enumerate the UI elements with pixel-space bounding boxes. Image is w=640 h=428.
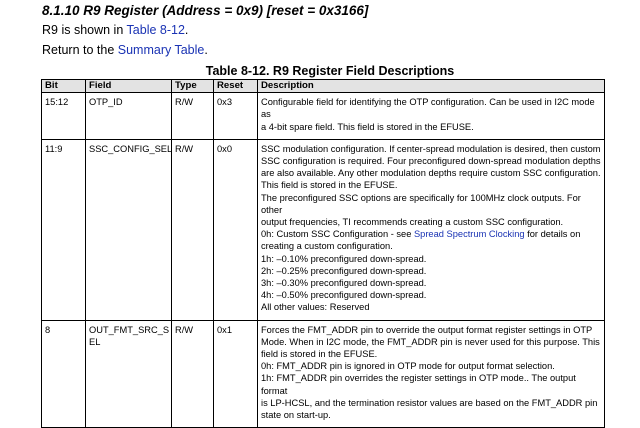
description-line: 1h: FMT_ADDR pin overrides the register settings in OTP mode.. The output format	[261, 373, 576, 396]
reset-cell: 0x0	[214, 139, 258, 320]
bit-cell: 8	[42, 320, 86, 428]
field-cell	[86, 320, 172, 428]
return-suffix: .	[204, 43, 208, 57]
type-cell: R/W	[172, 93, 214, 140]
description-line: creating a custom configuration.	[261, 241, 393, 252]
description-line: 3h: –0.30% preconfigured down-spread.	[261, 278, 427, 289]
description-line: output frequencies, TI recommends creating a custom SSC configuration.	[261, 217, 564, 228]
description-cell	[258, 93, 605, 140]
header-type: Type	[172, 80, 214, 93]
table-row	[42, 320, 605, 428]
return-line	[42, 43, 208, 57]
description-line: is LP-HCSL, and the termination resistor values are based on the FMT_ADDR pin	[261, 397, 598, 408]
spread-spectrum-clocking-link[interactable]: Spread Spectrum Clocking	[413, 229, 525, 240]
field-line: EL	[89, 336, 101, 347]
description-line: a 4-bit spare field. This field is stored in the EFUSE.	[261, 121, 474, 132]
description-line: 1h: –0.10% preconfigured down-spread.	[261, 253, 427, 264]
header-bit: Bit	[42, 80, 86, 93]
type-cell: R/W	[172, 139, 214, 320]
return-prefix: Return to the	[42, 43, 118, 57]
option-0-prefix: 0h: Custom SSC Configuration - see	[261, 229, 414, 240]
description-line: Mode. When in I2C mode, the FMT_ADDR pin is never used for this purpose. This	[261, 336, 600, 347]
description-line: The preconfigured SSC options are specifically for 100MHz clock outputs. For other	[261, 192, 581, 215]
summary-table-link[interactable]: Summary Table	[117, 43, 205, 57]
intro-suffix: .	[184, 23, 189, 37]
bit-cell: 11:9	[42, 139, 86, 320]
description-line: SSC modulation configuration. If center-spread modulation is desired, then custom	[261, 143, 601, 154]
field-line: OUT_FMT_SRC_S	[89, 324, 170, 335]
reset-cell: 0x1	[214, 320, 258, 428]
header-reset: Reset	[214, 80, 258, 93]
table-caption: Table 8-12. R9 Register Field Descriptions	[205, 64, 455, 78]
register-field-table	[41, 79, 605, 428]
table-row	[42, 139, 605, 320]
reset-cell: 0x3	[214, 93, 258, 140]
description-line: 4h: –0.50% preconfigured down-spread.	[261, 290, 427, 301]
description-line: are also available. Any other modulation depths require custom SSC configuration.	[261, 168, 601, 179]
description-line: All other values: Reserved	[261, 302, 370, 313]
description-line: 0h: FMT_ADDR pin is ignored in OTP mode for output format selection.	[261, 361, 555, 372]
header-description: Description	[258, 80, 605, 93]
description-line: This field is stored in the EFUSE.	[261, 180, 398, 191]
option-0-line	[261, 228, 601, 240]
header-field: Field	[86, 80, 172, 93]
description-line: Configurable field for identifying the OTP configuration. Can be used in I2C mode as	[261, 97, 595, 120]
field-cell: SSC_CONFIG_SEL	[86, 139, 172, 320]
field-cell: OTP_ID	[86, 93, 172, 140]
intro-line	[42, 23, 188, 37]
description-line: SSC configuration is required. Four preconfigured down-spread modulation depths	[261, 156, 601, 167]
bit-cell: 15:12	[42, 93, 86, 140]
description-line: field is stored in the EFUSE.	[261, 349, 378, 360]
intro-prefix: R9 is shown in	[42, 23, 127, 37]
description-line: state on start-up.	[261, 410, 331, 421]
table-8-12-link[interactable]: Table 8-12	[126, 23, 185, 37]
description-cell	[258, 320, 605, 428]
description-line: Forces the FMT_ADDR pin to override the output format register settings in OTP	[261, 324, 593, 335]
table-header-row	[42, 80, 605, 93]
type-cell: R/W	[172, 320, 214, 428]
section-heading: 8.1.10 R9 Register (Address = 0x9) [reset = 0x3166]	[42, 3, 369, 18]
description-line: 2h: –0.25% preconfigured down-spread.	[261, 265, 427, 276]
option-0-suffix: for details on	[524, 229, 581, 240]
description-cell	[258, 139, 605, 320]
table-row	[42, 93, 605, 140]
